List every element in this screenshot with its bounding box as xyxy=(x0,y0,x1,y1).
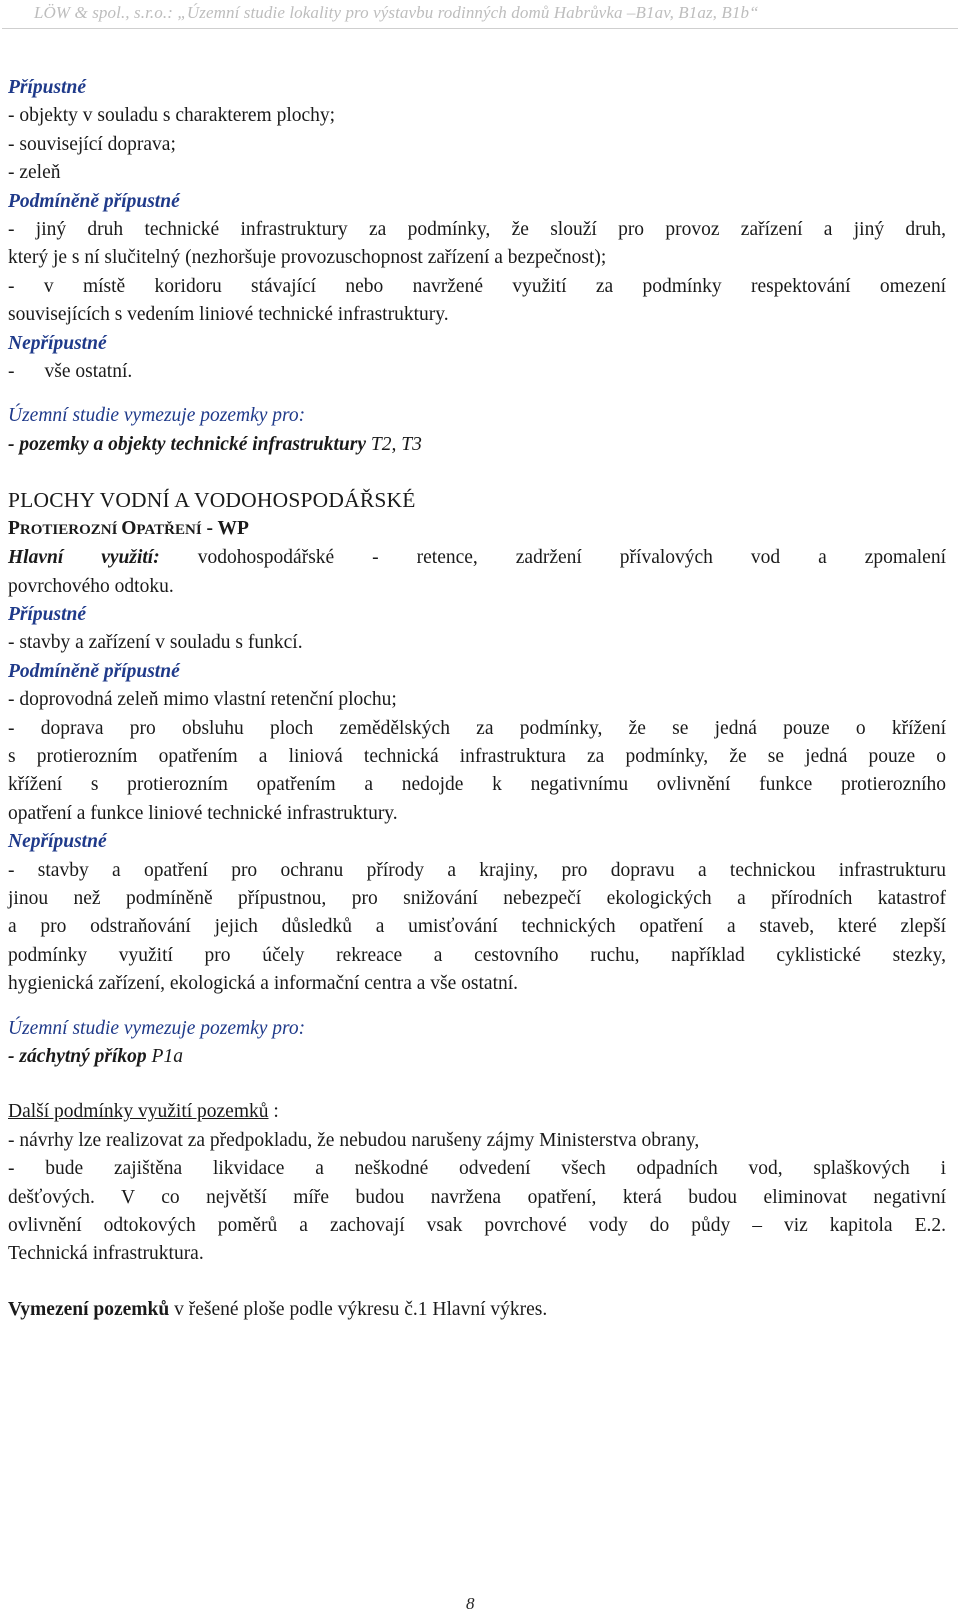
paragraph-line: podmínky využití pro účely rekreace a cestovního ruchu, například cyklistické stezky, xyxy=(8,944,946,966)
paragraph-line: Technická infrastruktura. xyxy=(8,1243,204,1265)
dalsi-podminky-heading xyxy=(8,1098,946,1126)
hlavni-line xyxy=(8,544,946,572)
document-body xyxy=(8,74,946,1324)
header-rule xyxy=(2,28,958,29)
hlavni-label: Hlavní využití: xyxy=(8,547,160,569)
subheading-code: - WP xyxy=(201,517,249,539)
pozemky-line xyxy=(8,431,946,459)
dash: - xyxy=(8,361,15,383)
paragraph-line: který je s ní slučitelný (nezhoršuje provozuschopnost zařízení a bezpečnost); xyxy=(8,247,607,269)
section-heading: PLOCHY VODNÍ A VODOHOSPODÁŘSKÉ xyxy=(8,488,416,513)
vymezeni-text: v řešené ploše podle výkresu č.1 Hlavní výkres. xyxy=(169,1298,548,1320)
list-item xyxy=(8,358,946,386)
studie-intro: Územní studie vymezuje pozemky pro: xyxy=(8,1017,306,1039)
list-item: - zeleň xyxy=(8,162,61,184)
podminene-heading: Podmíněně přípustné xyxy=(8,190,180,212)
dalsi-colon: : xyxy=(268,1101,279,1123)
subheading-smallcaps: PATŘENÍ xyxy=(136,521,202,538)
header-title: LÖW & spol., s.r.o.: „Územní studie lokality pro výstavbu rodinných domů Habrůvka –B1av, B1az, B1b“ xyxy=(34,3,759,22)
paragraph-line: a pro odstraňování jejich důsledků a umisťování technických opatření a staveb, které zlepší xyxy=(8,916,946,938)
paragraph-line: - bude zajištěna likvidace a neškodné odvedení všech odpadních vod, splaškových i xyxy=(8,1158,946,1180)
vymezeni-line xyxy=(8,1296,946,1324)
paragraph-line: - jiný druh technické infrastruktury za podmínky, že slouží pro provoz zařízení a jiný druh, xyxy=(8,219,946,241)
page-number: 8 xyxy=(466,1594,475,1613)
paragraph-line: křížení s protierozním opatřením a nedojde k negativnímu ovlivnění funkce protierozního xyxy=(8,774,946,796)
section-subheading xyxy=(8,515,946,544)
paragraph-line: - doprava pro obsluhu ploch zemědělských za podmínky, že se jedná pouze o křížení xyxy=(8,717,946,739)
paragraph-line: jinou než podmíněně přípustnou, pro snižování nebezpečí ekologických a přírodních katastrof xyxy=(8,887,946,909)
paragraph-line: ovlivnění odtokových poměrů a zachovají vsak povrchové vody do půdy – viz kapitola E.2. xyxy=(8,1215,946,1237)
pozemky-label: - pozemky a objekty technické infrastruktury xyxy=(8,433,367,455)
hlavni-text: vodohospodářské - retence, zadržení přívalových vod a zpomalení xyxy=(159,547,946,569)
list-item: - doprovodná zeleň mimo vlastní retenční plochu; xyxy=(8,689,397,711)
list-item: - objekty v souladu s charakterem plochy; xyxy=(8,105,336,127)
paragraph-line: dešťových. V co největší míře budou navržena opatření, která budou eliminovat negativní xyxy=(8,1186,946,1208)
subheading-smallcaps: ROTIEROZNÍ xyxy=(19,521,122,538)
pozemky-codes: T2, T3 xyxy=(366,433,422,455)
paragraph-line: - stavby a opatření pro ochranu přírody a krajiny, pro dopravu a technickou infrastrukturu xyxy=(8,859,946,881)
vymezeni-label: Vymezení pozemků xyxy=(8,1298,170,1320)
list-item: - stavby a zařízení v souladu s funkcí. xyxy=(8,632,303,654)
list-item: - návrhy lze realizovat za předpokladu, že nebudou narušeny zájmy Ministerstva obrany, xyxy=(8,1129,700,1151)
nepripustne-heading: Nepřípustné xyxy=(8,332,107,354)
paragraph-line: souvisejících s vedením liniové technické infrastruktury. xyxy=(8,304,449,326)
paragraph-line: povrchového odtoku. xyxy=(8,575,174,597)
subheading-initial: O xyxy=(121,517,137,539)
subheading-initial: P xyxy=(8,517,20,539)
zachytny-label: - záchytný příkop xyxy=(8,1046,147,1067)
studie-intro: Územní studie vymezuje pozemky pro: xyxy=(8,405,306,427)
paragraph-line: s protierozním opatřením a liniová technická infrastruktura za podmínky, že se jedná pouze o xyxy=(8,745,946,767)
nepripustne-heading: Nepřípustné xyxy=(8,831,107,853)
dalsi-label: Další podmínky využití pozemků xyxy=(8,1101,269,1123)
podminene-heading: Podmíněně přípustné xyxy=(8,660,180,682)
paragraph-line: - v místě koridoru stávající nebo navržené využití za podmínky respektování omezení xyxy=(8,275,946,297)
page-header xyxy=(0,0,960,30)
zachytny-line xyxy=(8,1043,946,1071)
paragraph-line: hygienická zařízení, ekologická a informační centra a vše ostatní. xyxy=(8,973,519,995)
list-item: - související doprava; xyxy=(8,133,176,155)
pripustne-heading: Přípustné xyxy=(8,77,87,98)
zachytny-code: P1a xyxy=(146,1046,183,1067)
paragraph-line: opatření a funkce liniové technické infrastruktury. xyxy=(8,802,398,824)
pripustne-heading: Přípustné xyxy=(8,603,87,625)
list-item-text: vše ostatní. xyxy=(44,361,133,383)
